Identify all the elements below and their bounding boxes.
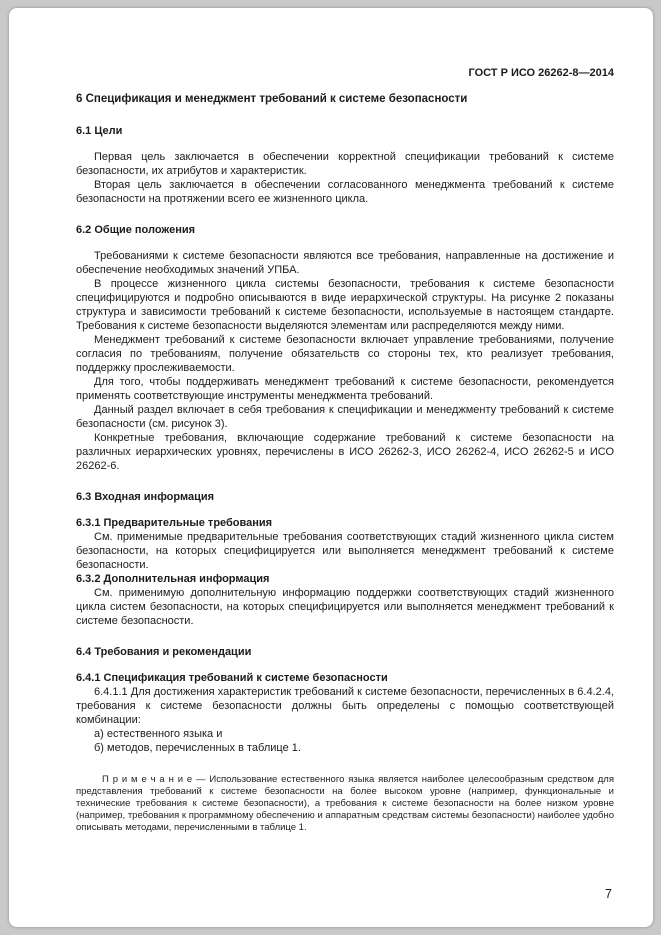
document-page [9,8,653,927]
section-heading-6-1: 6.1 Цели [76,125,123,137]
section-heading-6-4: 6.4 Требования и рекомендации [76,646,252,658]
paragraph: Первая цель заключается в обеспечении корректной спецификации требований к системе безопасности, их атрибутов и характеристик. [76,151,614,177]
paragraph: См. применимые предварительные требования соответствующих стадий жизненного цикла систем безопасности, на которых специфицируется или выполняется менеджмент требований к системе безопасности. [76,531,614,571]
paragraph: Конкретные требования, включающие содержание требований к системе безопасности на различных иерархических уровнях, перечислены в ИСО 26262-3, ИСО 26262-4, ИСО 26262-5 и ИСО 26262-6. [76,432,614,472]
paragraph: Требованиями к системе безопасности являются все требования, направленные на достижение и обеспечение необходимых значений УПБА. [76,250,614,276]
page-number: 7 [605,887,612,901]
paragraph: Для того, чтобы поддерживать менеджмент требований к системе безопасности, рекомендуется применять соответствующие инструменты менеджмента требований. [76,376,614,402]
list-item-b: б) методов, перечисленных в таблице 1. [94,742,301,754]
document-standard-code: ГОСТ Р ИСО 26262-8—2014 [468,67,614,79]
list-item-a: а) естественного языка и [94,728,223,740]
paragraph: См. применимую дополнительную информацию поддержки соответствующих стадий жизненного цикла систем безопасности, на которых специфицируется или выполняется менеджмент требований к системе безопасности. [76,587,614,627]
section-heading-6: 6 Спецификация и менеджмент требований к системе безопасности [76,93,468,105]
note-paragraph: П р и м е ч а н и е — Использование естественного языка является наиболее целесообразным средством для представления требований к системе безопасности на более высоком уровне (например, функциональные и технические требования к системе безопасности), а требования к системе безопасности на более низком уровне (например, требования к программному обеспечению и аппаратным средствам системы безопасности) наиболее удобно описывать методами, перечисленными в таблице 1. [76,774,614,833]
paragraph: Данный раздел включает в себя требования к спецификации и менеджменту требований к системе безопасности (см. рисунок 3). [76,404,614,430]
section-heading-6-3: 6.3 Входная информация [76,491,215,503]
paragraph: 6.4.1.1 Для достижения характеристик требований к системе безопасности, перечисленных в 6.4.2.4, требования к системе безопасности должны быть определены с помощью соответствующей комбинации: [76,686,614,726]
section-heading-6-2: 6.2 Общие положения [76,224,196,236]
paragraph: В процессе жизненного цикла системы безопасности, требования к системе безопасности специфицируются и подробно описываются в виде иерархической структуры. На рисунке 2 показаны структура и зависимости требований к системе безопасности, используемые в настоящем стандарте. Требования к системе безопасности выделяются элементам или распределяются между ними. [76,278,614,332]
paragraph: Менеджмент требований к системе безопасности включает управление требованиями, получение согласия по требованиям, получение обязательств со стороны тех, кто реализует требования, поддержку прослеживаемости. [76,334,614,374]
section-heading-6-3-2: 6.3.2 Дополнительная информация [76,573,270,585]
section-heading-6-3-1: 6.3.1 Предварительные требования [76,517,273,529]
paragraph: Вторая цель заключается в обеспечении согласованного менеджмента требований к системе безопасности на протяжении всего ее жизненного цикла. [76,179,614,205]
section-heading-6-4-1: 6.4.1 Спецификация требований к системе безопасности [76,672,388,684]
document-content [76,66,614,834]
